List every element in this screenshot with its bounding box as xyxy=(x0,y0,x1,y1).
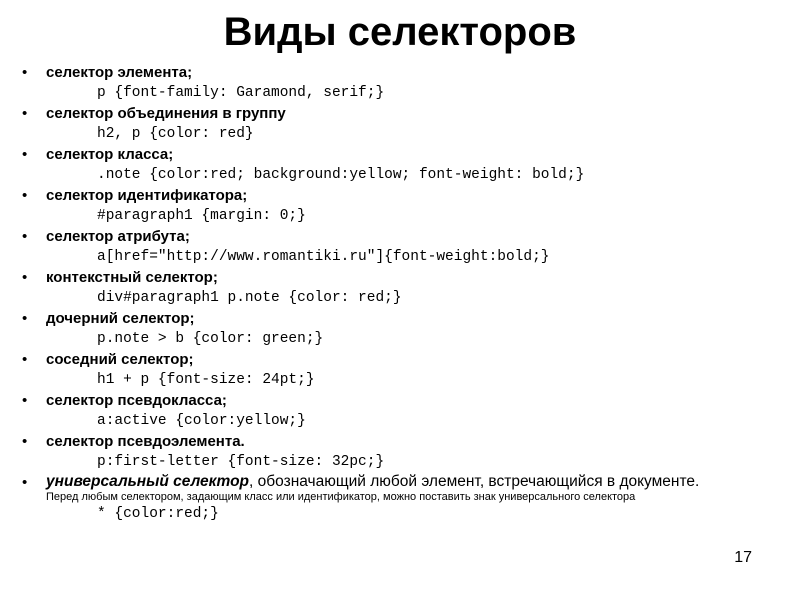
item-label: дочерний селектор; xyxy=(46,310,195,327)
item-label: контекстный селектор; xyxy=(46,269,218,286)
bullet-icon: • xyxy=(22,269,28,286)
list-item xyxy=(22,62,782,103)
page-number: 17 xyxy=(734,549,752,566)
code-example: div#paragraph1 p.note {color: red;} xyxy=(97,290,402,306)
code-example: .note {color:red; background:yellow; font-weight: bold;} xyxy=(97,167,585,183)
code-example: a[href="http://www.romantiki.ru"]{font-weight:bold;} xyxy=(97,249,550,265)
universal-selector-term: универсальный селектор xyxy=(46,473,250,490)
item-label: селектор псевдокласса; xyxy=(46,392,227,409)
bullet-icon: • xyxy=(22,228,28,245)
item-label: селектор объединения в группу xyxy=(46,105,286,122)
universal-selector-note: Перед любым селектором, задающим класс или идентификатор, можно поставить знак универсального селектора xyxy=(46,491,636,503)
universal-selector-label xyxy=(46,472,782,491)
item-label: селектор идентификатора; xyxy=(46,187,248,204)
code-example: #paragraph1 {margin: 0;} xyxy=(97,208,306,224)
selector-list xyxy=(22,62,782,524)
code-example: p.note > b {color: green;} xyxy=(97,331,324,347)
bullet-icon: • xyxy=(22,105,28,122)
item-label: селектор атрибута; xyxy=(46,228,190,245)
list-item xyxy=(22,103,782,144)
bullet-icon: • xyxy=(22,433,28,450)
list-item xyxy=(22,308,782,349)
bullet-icon: • xyxy=(22,64,28,81)
bullet-icon: • xyxy=(22,351,28,368)
list-item xyxy=(22,390,782,431)
code-example: h1 + p {font-size: 24pt;} xyxy=(97,372,315,388)
list-item xyxy=(22,349,782,390)
universal-selector-description: , обозначающий любой элемент, встречающийся в документе. xyxy=(249,473,700,490)
list-item xyxy=(22,226,782,267)
item-label: селектор элемента; xyxy=(46,64,193,81)
list-item-universal xyxy=(22,472,782,524)
bullet-icon: • xyxy=(22,474,28,491)
list-item xyxy=(22,267,782,308)
code-example: * {color:red;} xyxy=(97,506,219,522)
bullet-icon: • xyxy=(22,310,28,327)
code-example: p {font-family: Garamond, serif;} xyxy=(97,85,385,101)
list-item xyxy=(22,431,782,472)
item-label: селектор псевдоэлемента. xyxy=(46,433,245,450)
item-label: селектор класса; xyxy=(46,146,174,163)
bullet-icon: • xyxy=(22,187,28,204)
item-label: соседний селектор; xyxy=(46,351,194,368)
code-example: a:active {color:yellow;} xyxy=(97,413,306,429)
code-example: p:first-letter {font-size: 32pc;} xyxy=(97,454,385,470)
slide-title: Виды селекторов xyxy=(223,10,577,54)
bullet-icon: • xyxy=(22,392,28,409)
code-example: h2, p {color: red} xyxy=(97,126,254,142)
list-item xyxy=(22,185,782,226)
list-item xyxy=(22,144,782,185)
bullet-icon: • xyxy=(22,146,28,163)
